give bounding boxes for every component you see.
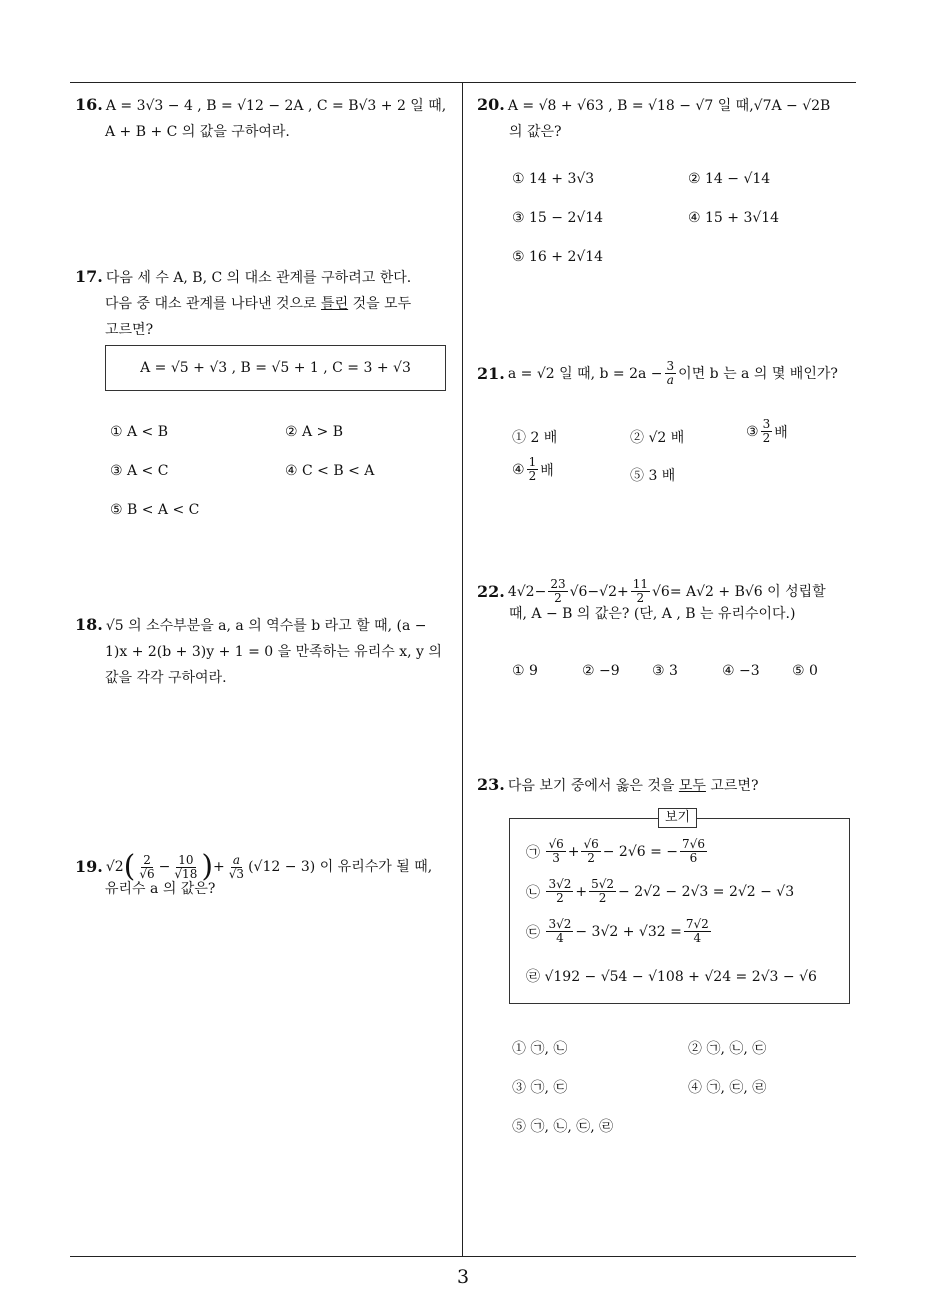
question-number: 19. xyxy=(75,857,103,876)
question-text: 값을 각각 구하여라. xyxy=(105,670,227,686)
question-17 xyxy=(75,264,460,343)
underlined-word: 모두 xyxy=(678,778,706,794)
condition-box xyxy=(105,345,446,391)
fraction: $\frac{7√2}{4}$ xyxy=(685,917,709,945)
fraction: $\frac{√6}{3}$ xyxy=(548,837,564,865)
question-number: 16. xyxy=(75,95,103,114)
question-19 xyxy=(75,849,460,902)
fraction: $\frac{1}{2}$ xyxy=(528,455,537,483)
option-marker: ④ xyxy=(512,461,525,478)
item-text: √192 − √54 − √108 + √24 = 2√3 − √6 xyxy=(544,969,817,985)
column-divider xyxy=(462,83,463,1256)
fraction: $\frac{3}{a}$ xyxy=(666,359,675,387)
bottom-rule xyxy=(70,1256,856,1257)
condition-text: A = √5 + √3 , B = √5 + 1 , C = 3 + √3 xyxy=(140,360,411,376)
option-unit: 배 xyxy=(774,424,788,441)
question-text: A + B + C 의 값을 구하여라. xyxy=(105,124,290,140)
fraction: $\frac{5√2}{2}$ xyxy=(591,877,615,905)
option-4[interactable]: ④ −3 xyxy=(722,663,760,679)
question-text: 다음 중 대소 관계를 나타낸 것으로 xyxy=(105,296,317,312)
option-5[interactable]: ⑤ 0 xyxy=(792,663,818,679)
question-20 xyxy=(477,92,862,145)
option-3[interactable] xyxy=(746,418,788,445)
left-paren: ( xyxy=(123,849,136,884)
option-4[interactable] xyxy=(512,456,554,483)
top-rule xyxy=(70,82,856,83)
option-3[interactable]: ③ A < C xyxy=(110,463,169,479)
option-2[interactable]: ② 14 − √14 xyxy=(688,171,771,187)
fraction: $\frac{23}{2}$ xyxy=(550,577,566,605)
question-number: 17. xyxy=(75,267,103,286)
question-23 xyxy=(477,772,862,799)
option-1[interactable]: ① 9 xyxy=(512,663,538,679)
option-4[interactable]: ④ C < B < A xyxy=(285,463,375,479)
option-1[interactable]: ① A < B xyxy=(110,424,169,440)
question-text: √5 의 소수부분을 a, a 의 역수를 b 라고 할 때, (a − xyxy=(105,618,427,634)
bogi-label: 보기 xyxy=(658,808,697,828)
option-1[interactable]: ① ㉠, ㉡ xyxy=(512,1041,568,1057)
question-number: 18. xyxy=(75,615,103,634)
option-1[interactable]: ① 2 배 xyxy=(512,430,558,446)
option-4[interactable]: ④ 15 + 3√14 xyxy=(688,210,780,226)
fraction: $\frac{7√6}{6}$ xyxy=(682,837,705,865)
item-marker: ㉠ xyxy=(526,844,540,861)
fraction: $\frac{√6}{2}$ xyxy=(583,837,599,865)
option-5[interactable]: ⑤ 3 배 xyxy=(630,468,676,484)
question-22 xyxy=(477,578,862,627)
question-number: 21. xyxy=(477,363,505,383)
question-21 xyxy=(477,360,862,387)
question-number: 22. xyxy=(477,581,505,601)
question-16 xyxy=(75,92,460,145)
fraction: $\frac{3√2}{4}$ xyxy=(548,917,572,945)
question-text: 의 값은? xyxy=(509,124,562,140)
bogi-item-1: ㉠ $\frac{√6}{3}$ + $\frac{√6}{2}$ − 2√6 = − $\frac{7√6}{6}$ xyxy=(526,837,705,865)
option-2[interactable]: ② −9 xyxy=(582,663,620,679)
minus-sign: − xyxy=(158,859,171,875)
term: √6−√2+ xyxy=(569,583,629,600)
option-1[interactable]: ① 14 + 3√3 xyxy=(512,171,595,187)
question-text: 1)x + 2(b + 3)y + 1 = 0 을 만족하는 유리수 x, y 의 xyxy=(105,644,442,660)
option-marker: ③ xyxy=(746,423,759,440)
question-18 xyxy=(75,612,460,691)
question-text: 고르면? xyxy=(105,322,154,338)
fraction: $\frac{3}{2}$ xyxy=(762,417,771,445)
bogi-item-3: ㉢ $\frac{3√2}{4}$ − 3√2 + √32 = $\frac{7√2}{4}$ xyxy=(526,917,709,945)
fraction: $\frac{10}{√18}$ xyxy=(174,852,198,881)
option-3[interactable]: ③ 15 − 2√14 xyxy=(512,210,604,226)
sqrt-2: √2 xyxy=(105,859,124,875)
question-text: = A√2 + B√6 이 성립할 xyxy=(669,583,826,600)
fraction: $\frac{a}{√3}$ xyxy=(228,852,245,881)
underlined-word: 틀린 xyxy=(321,296,349,312)
question-text: 유리수 a 의 값은? xyxy=(105,881,216,897)
plus-sign: + xyxy=(213,859,225,875)
page-number: 3 xyxy=(456,1266,470,1288)
question-text: A = 3√3 − 4 , B = √12 − 2A , C = B√3 + 2 일 때, xyxy=(105,98,447,114)
item-marker: ㉡ xyxy=(526,884,540,901)
bogi-item-4 xyxy=(526,966,817,986)
option-unit: 배 xyxy=(540,462,554,479)
option-3[interactable]: ③ ㉠, ㉢ xyxy=(512,1080,568,1096)
question-text: 고르면? xyxy=(710,778,759,794)
option-5[interactable]: ⑤ B < A < C xyxy=(110,502,200,518)
option-2[interactable]: ② A > B xyxy=(285,424,344,440)
question-text: 것을 모두 xyxy=(352,296,412,312)
option-2[interactable]: ② √2 배 xyxy=(630,430,685,446)
question-number: 23. xyxy=(477,775,505,794)
right-paren: ) xyxy=(201,849,214,884)
term: √6 xyxy=(652,583,670,600)
question-text: 이면 b 는 a 의 몇 배인가? xyxy=(678,365,838,382)
question-text: A = √8 + √63 , B = √18 − √7 일 때,√7A − √2B xyxy=(507,98,831,114)
option-2[interactable]: ② ㉠, ㉡, ㉢ xyxy=(688,1041,767,1057)
question-text: 다음 세 수 A, B, C 의 대소 관계를 구하려고 한다. xyxy=(105,270,412,286)
option-4[interactable]: ④ ㉠, ㉢, ㉣ xyxy=(688,1080,767,1096)
fraction: $\frac{11}{2}$ xyxy=(632,577,648,605)
fraction: $\frac{3√2}{2}$ xyxy=(548,877,572,905)
term: 4√2− xyxy=(507,583,547,600)
option-3[interactable]: ③ 3 xyxy=(652,663,678,679)
question-text: 다음 보기 중에서 옳은 것을 xyxy=(507,778,675,794)
option-5[interactable]: ⑤ ㉠, ㉡, ㉢, ㉣ xyxy=(512,1119,614,1135)
item-marker: ㉢ xyxy=(526,924,540,941)
question-text: a = √2 일 때, b = 2a − xyxy=(507,365,663,382)
option-5[interactable]: ⑤ 16 + 2√14 xyxy=(512,249,604,265)
question-text: (√12 − 3) 이 유리수가 될 때, xyxy=(248,859,433,875)
bogi-item-2: ㉡ $\frac{3√2}{2}$ + $\frac{5√2}{2}$ − 2√2 − 2√3 = 2√2 − √3 xyxy=(526,877,795,905)
question-text: 때, A − B 의 값은? (단, A , B 는 유리수이다.) xyxy=(509,606,796,622)
item-marker: ㉣ xyxy=(526,969,540,985)
question-number: 20. xyxy=(477,95,505,114)
fraction: $\frac{2}{√6}$ xyxy=(139,852,155,881)
